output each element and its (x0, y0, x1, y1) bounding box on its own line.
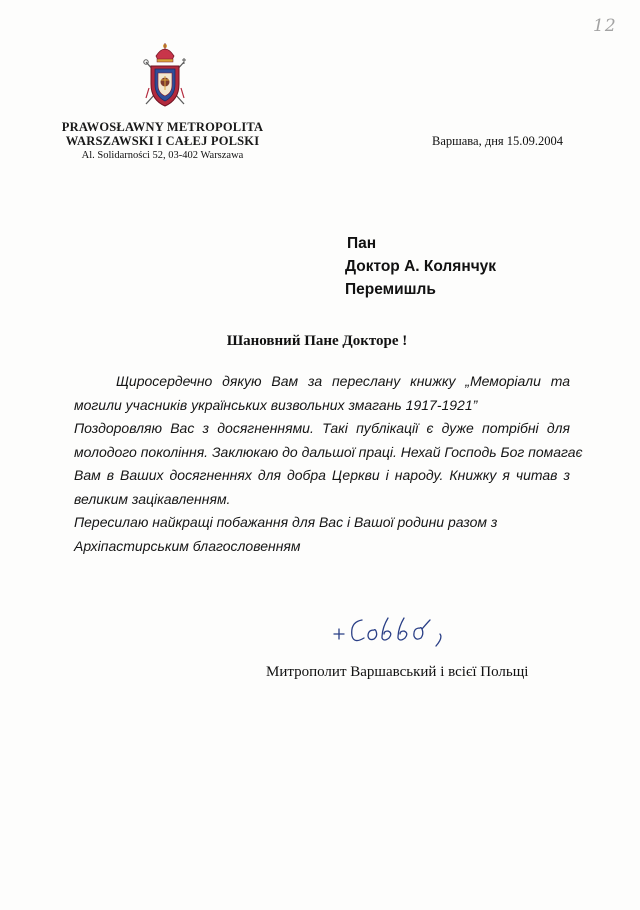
body-line: Щиросердечно дякую Вам за переслану книжку „Меморіали та (116, 373, 570, 389)
salutation (0, 333, 640, 350)
body-line: Пересилаю найкращі побажання для Вас і Вашої родини разом з (74, 514, 498, 530)
recipient-block (345, 232, 496, 301)
metropolitan-crest-icon (140, 42, 190, 112)
body-line: Архіпастирським благословенням (74, 537, 301, 554)
body-line: великим зацікавленням. (74, 490, 231, 507)
recipient-title: Пан (347, 235, 377, 252)
body-line: Поздоровляю Вас з досягненнями. Такі публікації є дуже потрібні для (74, 420, 570, 436)
body-line: молодого покоління. Заклюкаю до дальшої праці. Нехай Господь Бог помагає (74, 443, 583, 460)
body-line: Вам в Ваших досягненнях для добра Церкви і народу. Книжку я читав з (74, 467, 570, 483)
letterhead (40, 120, 285, 163)
letter-date: Варшава, дня 15.09.2004 (432, 134, 564, 148)
recipient-city: Перемишль (345, 281, 436, 298)
letterhead-org-line: WARSZAWSKI I CAŁEJ POLSKI (65, 134, 260, 148)
recipient-name: Доктор А. Колянчук (345, 258, 497, 275)
letter-body (74, 370, 583, 558)
page-number: 12 (593, 16, 617, 36)
salutation-text: Шановний Пане Докторе ! (226, 333, 408, 349)
letterhead-org-line: PRAWOSŁAWNY METROPOLITA (61, 120, 264, 134)
signatory-title: Митрополит Варшавський і всієї Польщі (266, 664, 529, 680)
body-line: могили учасників українських визвольних змагань 1917-1921” (74, 396, 478, 413)
letterhead-address: Al. Solidarności 52, 03-402 Warszawa (81, 150, 244, 161)
